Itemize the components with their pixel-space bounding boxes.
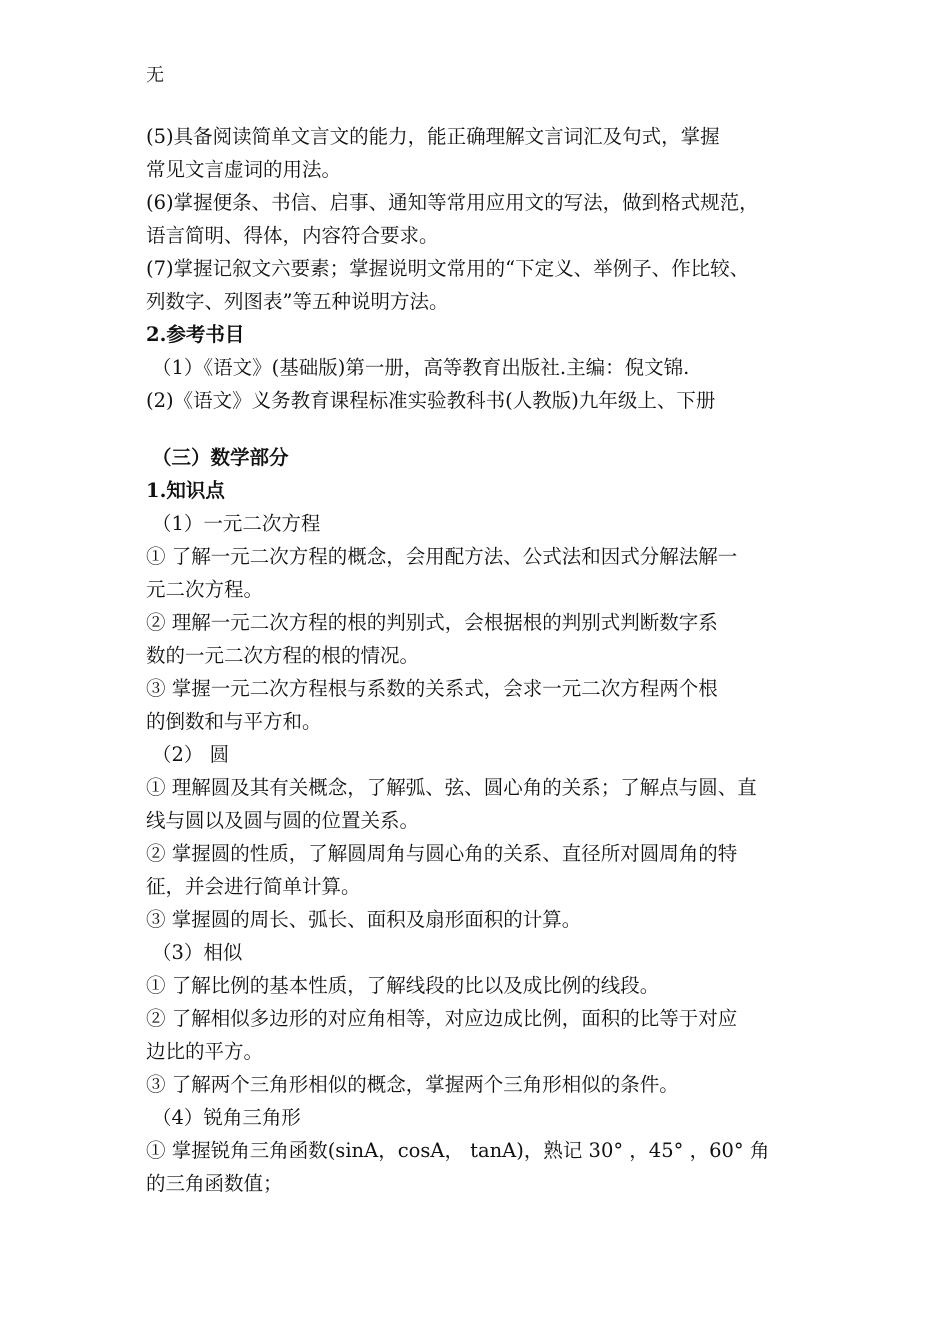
text-line: 的三角函数值； [146, 1172, 283, 1195]
text-line: ① 掌握锐角三角函数(sinA，cosA， tanA)，熟记 30° ，45° ，60° 角 [146, 1139, 770, 1162]
page-header: 无 [146, 65, 164, 86]
text-line: (2)《语文》义务教育课程标准实验教科书(人教版)九年级上、下册 [146, 389, 716, 412]
text-line: ③ 掌握圆的周长、弧长、面积及扇形面积的计算。 [146, 908, 582, 931]
text-line: (6)掌握便条、书信、启事、通知等常用应用文的写法，做到格式规范， [146, 191, 759, 214]
text-line: 征，并会进行简单计算。 [146, 875, 361, 898]
text-line: ① 了解比例的基本性质，了解线段的比以及成比例的线段。 [146, 974, 660, 997]
text-line: （3）相似 [152, 941, 243, 964]
text-line: 列数字、列图表”等五种说明方法。 [146, 290, 449, 313]
paragraph-gap [146, 417, 816, 441]
text-line: （2） 圆 [152, 743, 230, 766]
text-line: ② 了解相似多边形的对应角相等，对应边成比例，面积的比等于对应 [146, 1007, 738, 1030]
text-line: 语言简明、得体，内容符合要求。 [146, 224, 439, 247]
text-line: ③ 了解两个三角形相似的概念，掌握两个三角形相似的条件。 [146, 1073, 679, 1096]
text-line: ① 理解圆及其有关概念，了解弧、弦、圆心角的关系；了解点与圆、直 [146, 776, 757, 799]
text-line: （4）锐角三角形 [152, 1106, 301, 1129]
text-line: (7)掌握记叙文六要素；掌握说明文常用的“下定义、举例子、作比较、 [146, 257, 750, 280]
text-line: 线与圆以及圆与圆的位置关系。 [146, 809, 420, 832]
text-line: ③ 掌握一元二次方程根与系数的关系式，会求一元二次方程两个根 [146, 677, 718, 700]
text-line: （1）一元二次方程 [152, 512, 321, 535]
text-line: ② 理解一元二次方程的根的判别式，会根据根的判别式判断数字系 [146, 611, 718, 634]
section-heading: （三）数学部分 [152, 446, 289, 469]
text-line: 常见文言虚词的用法。 [146, 158, 342, 181]
text-line: 的倒数和与平方和。 [146, 710, 322, 733]
section-heading: 2.参考书目 [146, 323, 245, 346]
text-line: （1）《语文》(基础版)第一册，高等教育出版社.主编：倪文锦. [152, 356, 690, 379]
text-line: ① 了解一元二次方程的概念，会用配方法、公式法和因式分解法解一 [146, 545, 738, 568]
text-line: 数的一元二次方程的根的情况。 [146, 644, 420, 667]
text-line: 边比的平方。 [146, 1040, 264, 1063]
text-line: 元二次方程。 [146, 578, 264, 601]
section-heading: 1.知识点 [146, 479, 225, 502]
document-body [146, 120, 816, 1200]
text-line: (5)具备阅读简单文言文的能力，能正确理解文言词汇及句式，掌握 [146, 125, 720, 148]
text-line: ② 掌握圆的性质，了解圆周角与圆心角的关系、直径所对圆周角的特 [146, 842, 738, 865]
